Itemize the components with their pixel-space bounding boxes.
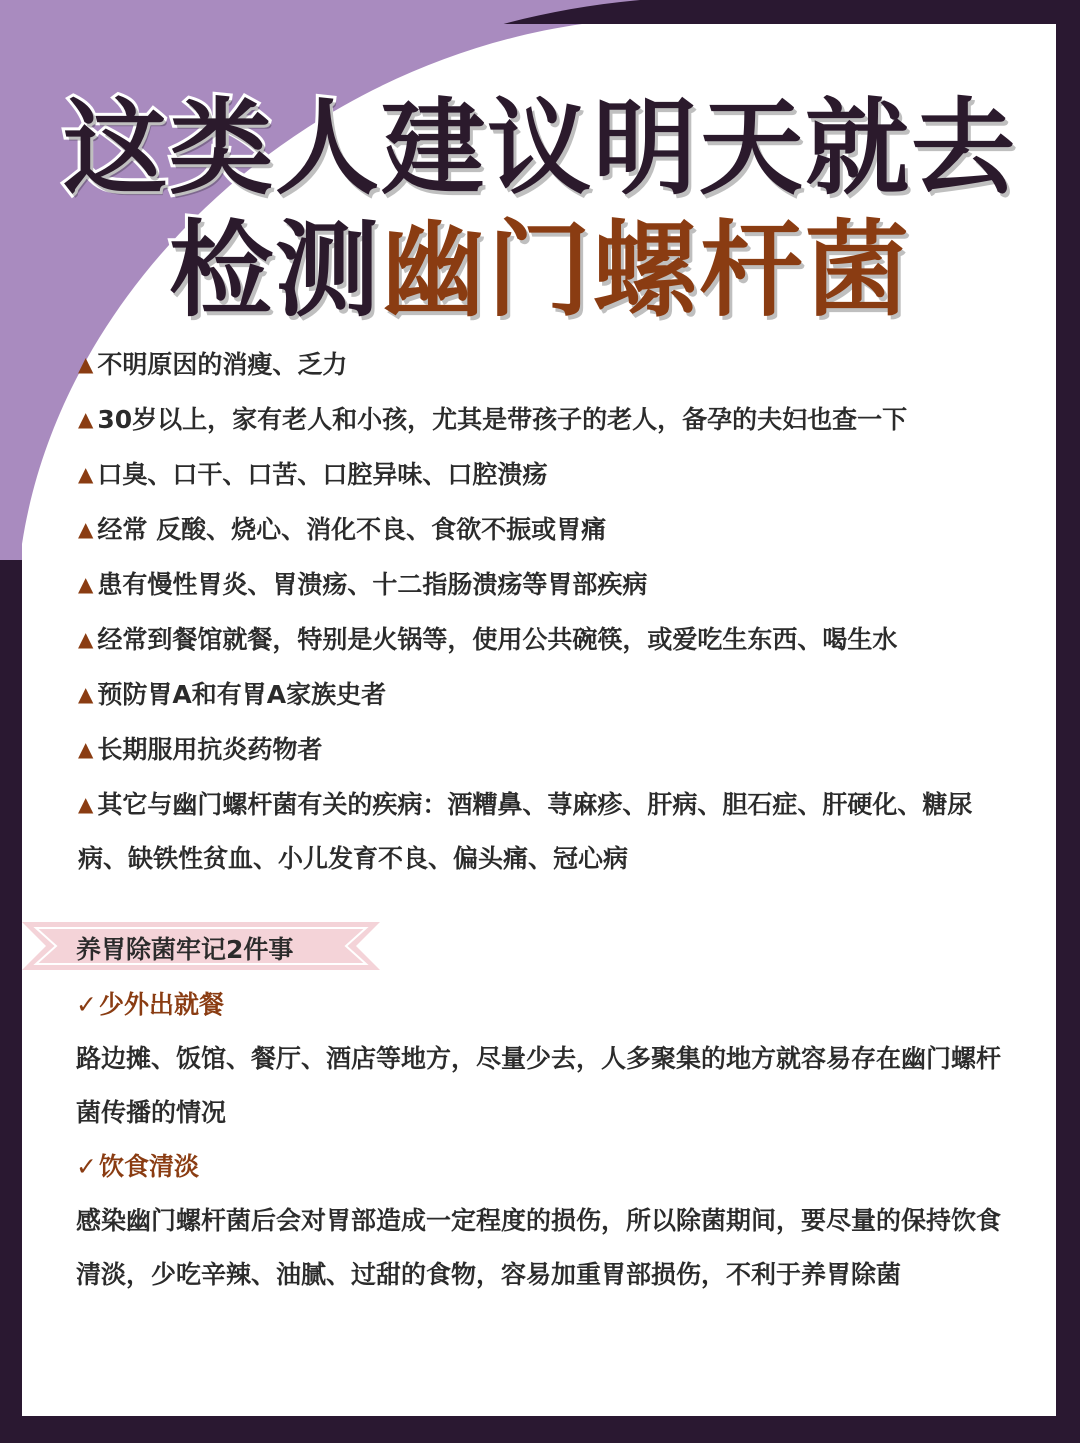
page-title-line-1: 这类人建议明天就去 <box>62 87 1017 209</box>
list-item: ▲ 预防胃A和有胃A家族史者 <box>78 680 387 709</box>
list-item: ▲ 经常到餐馆就餐，特别是火锅等，使用公共碗筷，或爱吃生东西、喝生水 <box>78 625 898 654</box>
check-icon: ✓ <box>76 990 97 1019</box>
risk-group-list <box>78 337 1018 886</box>
triangle-bullet-icon: ▲ <box>78 462 94 486</box>
list-item: ▲ 患有慢性胃炎、胃溃疡、十二指肠溃疡等胃部疾病 <box>78 570 648 599</box>
page-title-line-2 <box>0 209 1080 331</box>
title-prefix: 检测 <box>168 209 381 331</box>
list-item: ▲ 长期服用抗炎药物者 <box>78 735 323 764</box>
title-accent: 幽门螺杆菌 <box>381 209 912 331</box>
tip-heading: ✓饮食清淡 <box>76 1152 199 1181</box>
tip-body: 路边摊、饭馆、餐厅、酒店等地方，尽量少去，人多聚集的地方就容易存在幽门螺杆菌传播的情况 <box>76 1044 1002 1127</box>
triangle-bullet-icon: ▲ <box>78 682 94 706</box>
list-item: ▲ 30岁以上，家有老人和小孩，尤其是带孩子的老人，备孕的夫妇也查一下 <box>78 405 908 434</box>
triangle-bullet-icon: ▲ <box>78 627 94 651</box>
triangle-bullet-icon: ▲ <box>78 572 94 596</box>
section-ribbon <box>22 918 380 974</box>
list-item: ▲ 其它与幽门螺杆菌有关的疾病：酒糟鼻、荨麻疹、肝病、胆石症、肝硬化、糖尿病、缺铁性贫血、小儿发育不良、偏头痛、冠心病 <box>78 790 973 873</box>
tip-body: 感染幽门螺杆菌后会对胃部造成一定程度的损伤，所以除菌期间，要尽量的保持饮食清淡，少吃辛辣、油腻、过甜的食物，容易加重胃部损伤，不利于养胃除菌 <box>76 1206 1002 1289</box>
triangle-bullet-icon: ▲ <box>78 407 94 431</box>
tip-section-2 <box>76 1140 1016 1302</box>
list-item: ▲ 经常 反酸、烧心、消化不良、食欲不振或胃痛 <box>78 515 607 544</box>
check-icon: ✓ <box>76 1152 97 1181</box>
tip-section-1 <box>76 978 1016 1140</box>
triangle-bullet-icon: ▲ <box>78 737 94 761</box>
ribbon-label: 养胃除菌牢记2件事 <box>76 935 294 964</box>
triangle-bullet-icon: ▲ <box>78 352 94 376</box>
tip-heading: ✓少外出就餐 <box>76 990 224 1019</box>
list-item: ▲ 口臭、口干、口苦、口腔异味、口腔溃疡 <box>78 460 548 489</box>
triangle-bullet-icon: ▲ <box>78 517 94 541</box>
triangle-bullet-icon: ▲ <box>78 792 94 816</box>
list-item: ▲ 不明原因的消瘦、乏力 <box>78 350 348 379</box>
